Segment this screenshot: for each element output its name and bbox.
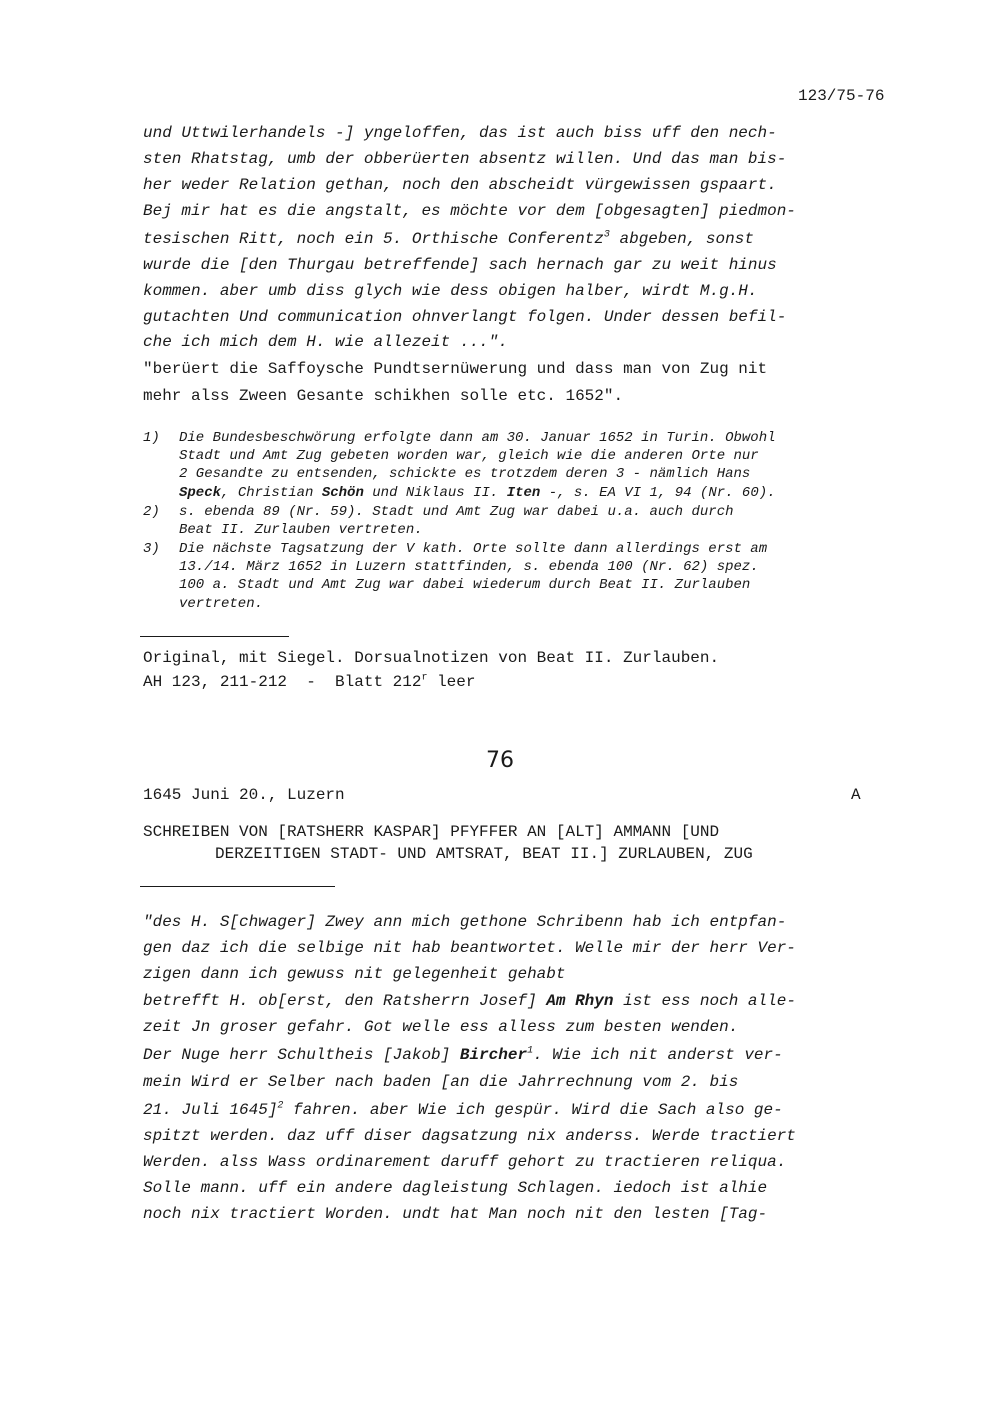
dorsal-note-line: mehr alss Zween Gesante schikhen solle etc. 1652". <box>143 387 624 405</box>
document-heading-line: DERZEITIGEN STADT- UND AMTSRAT, BEAT II.] ZURLAUBEN, ZUG <box>215 845 753 863</box>
text-line: Bej mir hat es die angstalt, es möchte vor dem [obgesagten] piedmon- <box>143 202 796 220</box>
text-line: gutachten Und communication ohnverlangt folgen. Under dessen befil- <box>143 308 787 326</box>
superscript: r <box>421 672 428 684</box>
text-line: Werden. alss Wass ordinarement daruff gehort zu tractieren reliqua. <box>143 1153 787 1171</box>
footnote-number: 3) <box>143 541 160 557</box>
text-line: spitzt werden. daz uff diser dagsatzung nix anderss. Werde tractiert <box>143 1127 796 1145</box>
text-line: betrefft H. ob[erst, den Ratsherrn Josef] Am Rhyn ist ess noch alle- <box>143 992 796 1010</box>
text-line: wurde die [den Thurgau betreffende] sach hernach gar zu weit hinus <box>143 256 777 274</box>
document-date-place: 1645 Juni 20., Luzern <box>143 786 345 804</box>
document-heading-line: SCHREIBEN VON [RATSHERR KASPAR] PFYFFER AN [ALT] AMMANN [UND <box>143 823 720 841</box>
footnote-line: 2 Gesandte zu entsenden, schickte es trotzdem deren 3 - nämlich Hans <box>179 466 751 482</box>
separator-rule <box>140 636 289 637</box>
document-number: 76 <box>486 748 514 773</box>
footnote-line: 13./14. März 1652 in Luzern stattfinden, s. ebenda 100 (Nr. 62) spez. <box>179 559 759 575</box>
text-line: che ich mich dem H. wie allezeit ...". <box>143 333 508 351</box>
footnote-line: 100 a. Stadt und Amt Zug war dabei wiederum durch Beat II. Zurlauben <box>179 577 751 593</box>
footnote-line: Die nächste Tagsatzung der V kath. Orte sollte dann allerdings erst am <box>179 541 768 557</box>
separator-rule <box>140 886 335 887</box>
footnote-number: 1) <box>143 430 160 446</box>
footnote-marker: 3 <box>603 229 610 241</box>
dorsal-note-line: "berüert die Saffoysche Pundtsernüwerung und dass man von Zug nit <box>143 360 768 378</box>
footnote-line: Speck, Christian Schön und Niklaus II. Iten -, s. EA VI 1, 94 (Nr. 60). <box>179 485 776 501</box>
footnote-line: Beat II. Zurlauben vertreten. <box>179 522 423 538</box>
source-note-line: AH 123, 211-212 - Blatt 212$^r$ leer <box>143 672 476 691</box>
text-line: 21. Juli 1645]$^2$ fahren. aber Wie ich gespür. Wird die Sach also ge- <box>143 1100 783 1119</box>
text-line: "des H. S[chwager] Zwey ann mich gethone Schribenn hab ich entpfan- <box>143 913 787 931</box>
footnote-line: Stadt und Amt Zug gebeten worden war, gleich wie die anderen Orte nur <box>179 448 759 464</box>
source-note-line: Original, mit Siegel. Dorsualnotizen von Beat II. Zurlauben. <box>143 649 720 667</box>
text-line: Solle mann. uff ein andere dagleistung Schlagen. iedoch ist alhie <box>143 1179 768 1197</box>
text-line: noch nix tractiert Worden. undt hat Man noch nit den lesten [Tag- <box>143 1205 768 1223</box>
footnote-marker: 2 <box>277 1100 284 1112</box>
text-line: her weder Relation gethan, noch den abscheidt vürgewissen gspaart. <box>143 176 777 194</box>
document-type-letter: A <box>851 786 861 804</box>
text-line: mein Wird er Selber nach baden [an die Jahrrechnung vom 2. bis <box>143 1073 739 1091</box>
footnote-line: vertreten. <box>179 596 264 612</box>
text-line: zigen dann ich gewuss nit gelegenheit gehabt <box>143 965 566 983</box>
text-line: kommen. aber umb diss glych wie dess obigen halber, wirdt M.g.H. <box>143 282 758 300</box>
footnote-line: s. ebenda 89 (Nr. 59). Stadt und Amt Zug war dabei u.a. auch durch <box>179 504 734 520</box>
page-reference: 123/75-76 <box>798 87 885 105</box>
text-line: tesischen Ritt, noch ein 5. Orthische Conferentz$^3$ abgeben, sonst <box>143 229 754 248</box>
text-line: und Uttwilerhandels -] yngeloffen, das ist auch biss uff den nech- <box>143 124 777 142</box>
text-line: gen daz ich die selbige nit hab beantwortet. Welle mir der herr Ver- <box>143 939 796 957</box>
footnote-number: 2) <box>143 504 160 520</box>
footnote-marker: 1 <box>527 1045 534 1057</box>
footnote-line: Die Bundesbeschwörung erfolgte dann am 30. Januar 1652 in Turin. Obwohl <box>179 430 776 446</box>
text-line: zeit Jn groser gefahr. Got welle ess alless zum besten wenden. <box>143 1018 739 1036</box>
text-line: sten Rhatstag, umb der obberüerten absentz willen. Und das man bis- <box>143 150 787 168</box>
text-line: Der Nuge herr Schultheis [Jakob] Bircher$^1$. Wie ich nit anderst ver- <box>143 1045 783 1064</box>
